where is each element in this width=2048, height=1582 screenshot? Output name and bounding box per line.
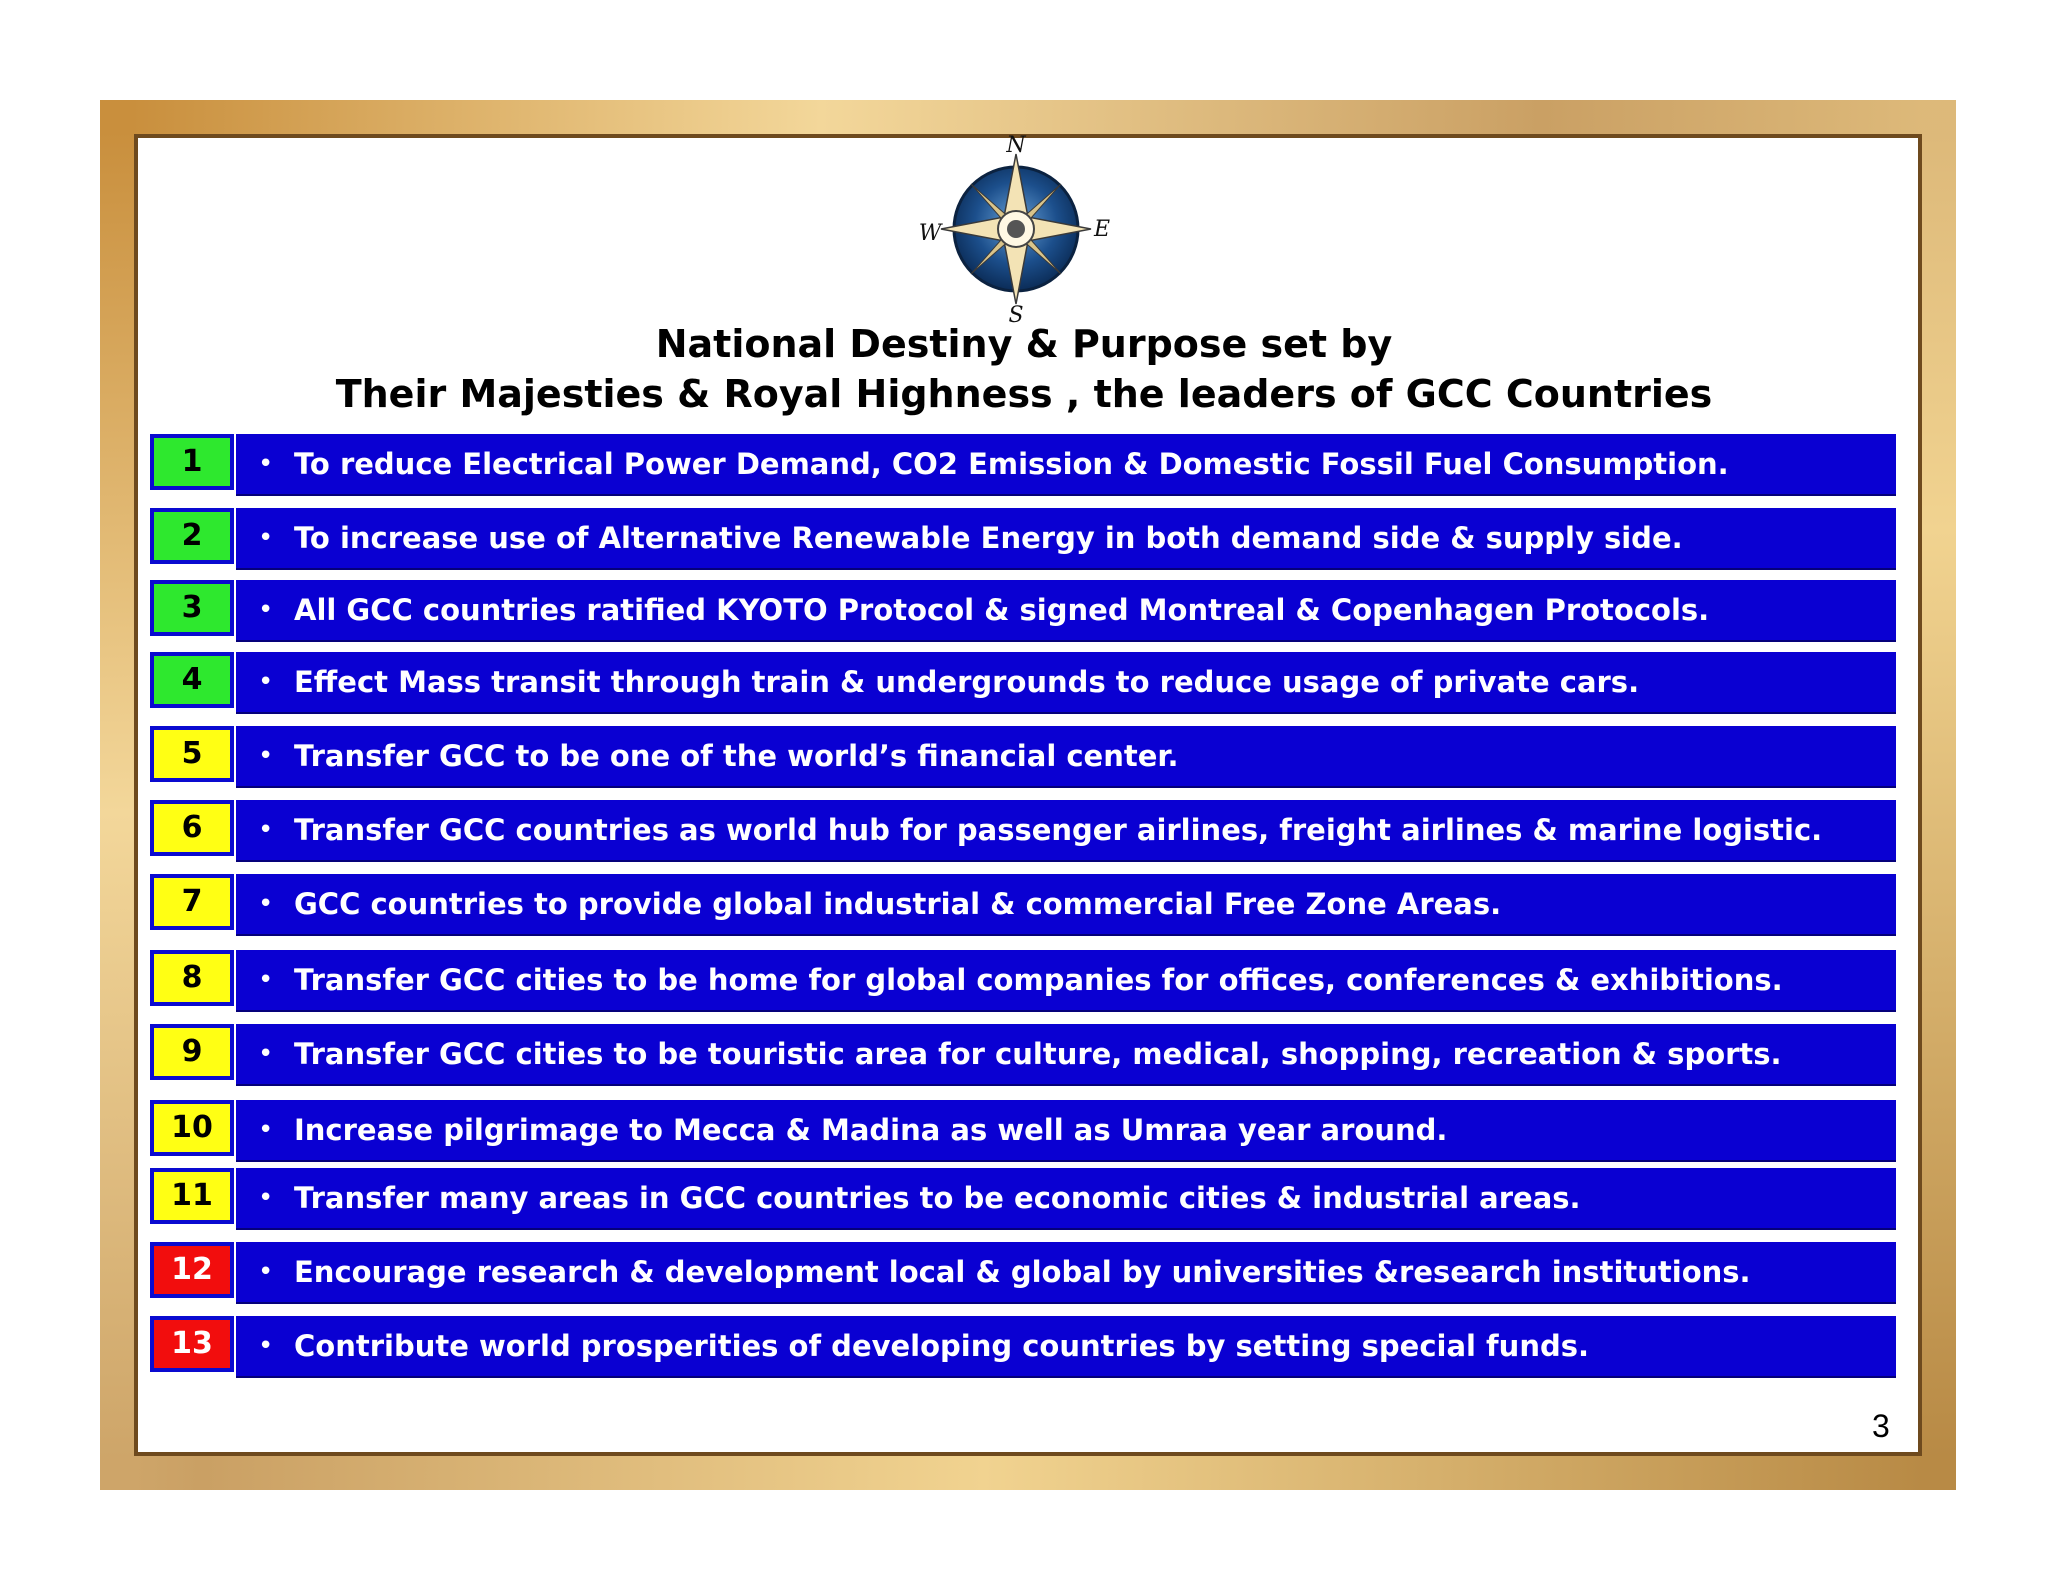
list-item [150, 508, 1898, 568]
page-title-line-1: National Destiny & Purpose set by [655, 322, 1393, 366]
compass-letter-n: N [1006, 134, 1026, 158]
item-number-badge: 12 [150, 1242, 234, 1298]
compass-letter-w: W [918, 221, 942, 246]
compass-rose-icon [916, 134, 1116, 324]
item-bar [236, 1316, 1896, 1376]
item-text: Transfer GCC countries as world hub for passenger airlines, freight airlines & marine logistic. [294, 813, 1823, 847]
item-bar [236, 726, 1896, 786]
item-bar [236, 1168, 1896, 1228]
list-item [150, 652, 1898, 712]
list-item [150, 1024, 1898, 1084]
item-number-badge: 1 [150, 434, 234, 490]
list-item [150, 1168, 1898, 1228]
list-item [150, 950, 1898, 1010]
item-bar [236, 800, 1896, 860]
item-number-badge: 7 [150, 874, 234, 930]
item-text: Contribute world prosperities of developing countries by setting special funds. [294, 1329, 1590, 1363]
item-text: All GCC countries ratified KYOTO Protocol & signed Montreal & Copenhagen Protocols. [294, 593, 1710, 627]
item-number-badge: 8 [150, 950, 234, 1006]
bullet-icon: • [258, 815, 274, 845]
item-bar [236, 580, 1896, 640]
item-text: To increase use of Alternative Renewable Energy in both demand side & supply side. [294, 521, 1683, 555]
item-number-badge: 11 [150, 1168, 234, 1224]
bullet-icon: • [258, 741, 274, 771]
bullet-icon: • [258, 667, 274, 697]
item-text: Increase pilgrimage to Mecca & Madina as well as Umraa year around. [294, 1113, 1448, 1147]
bullet-icon: • [258, 1331, 274, 1361]
bullet-icon: • [258, 1257, 274, 1287]
list-item [150, 874, 1898, 934]
item-text: Encourage research & development local & global by universities &research institutions. [294, 1255, 1751, 1289]
item-bar [236, 950, 1896, 1010]
page-number: 3 [1872, 1408, 1890, 1444]
bullet-icon: • [258, 449, 274, 479]
item-bar [236, 508, 1896, 568]
item-text: To reduce Electrical Power Demand, CO2 Emission & Domestic Fossil Fuel Consumption. [294, 447, 1729, 481]
item-number-badge: 10 [150, 1100, 234, 1156]
item-bar [236, 874, 1896, 934]
list-item [150, 800, 1898, 860]
compass-letter-e: E [1093, 217, 1111, 242]
list-item [150, 726, 1898, 786]
item-bar [236, 434, 1896, 494]
page-title-line-2: Their Majesties & Royal Highness , the leaders of GCC Countries [335, 372, 1713, 416]
list-item [150, 580, 1898, 640]
item-number-badge: 9 [150, 1024, 234, 1080]
item-text: Transfer GCC cities to be touristic area for culture, medical, shopping, recreation & sports. [294, 1037, 1782, 1071]
item-text: GCC countries to provide global industrial & commercial Free Zone Areas. [294, 887, 1502, 921]
item-text: Transfer GCC to be one of the world’s financial center. [294, 739, 1179, 773]
item-number-badge: 3 [150, 580, 234, 636]
bullet-icon: • [258, 1115, 274, 1145]
item-text: Effect Mass transit through train & undergrounds to reduce usage of private cars. [294, 665, 1640, 699]
list-item [150, 1316, 1898, 1376]
item-number-badge: 13 [150, 1316, 234, 1372]
bullet-icon: • [258, 965, 274, 995]
item-bar [236, 1100, 1896, 1160]
list-item [150, 434, 1898, 494]
list-item [150, 1100, 1898, 1160]
item-text: Transfer GCC cities to be home for global companies for offices, conferences & exhibitions. [294, 963, 1783, 997]
bullet-icon: • [258, 889, 274, 919]
item-number-badge: 4 [150, 652, 234, 708]
item-bar [236, 1242, 1896, 1302]
item-number-badge: 6 [150, 800, 234, 856]
bullet-icon: • [258, 1183, 274, 1213]
bullet-icon: • [258, 1039, 274, 1069]
bullet-icon: • [258, 595, 274, 625]
compass-letter-s: S [1008, 303, 1024, 324]
item-bar [236, 1024, 1896, 1084]
bullet-icon: • [258, 523, 274, 553]
item-number-badge: 5 [150, 726, 234, 782]
item-bar [236, 652, 1896, 712]
item-number-badge: 2 [150, 508, 234, 564]
list-item [150, 1242, 1898, 1302]
item-text: Transfer many areas in GCC countries to be economic cities & industrial areas. [294, 1181, 1581, 1215]
